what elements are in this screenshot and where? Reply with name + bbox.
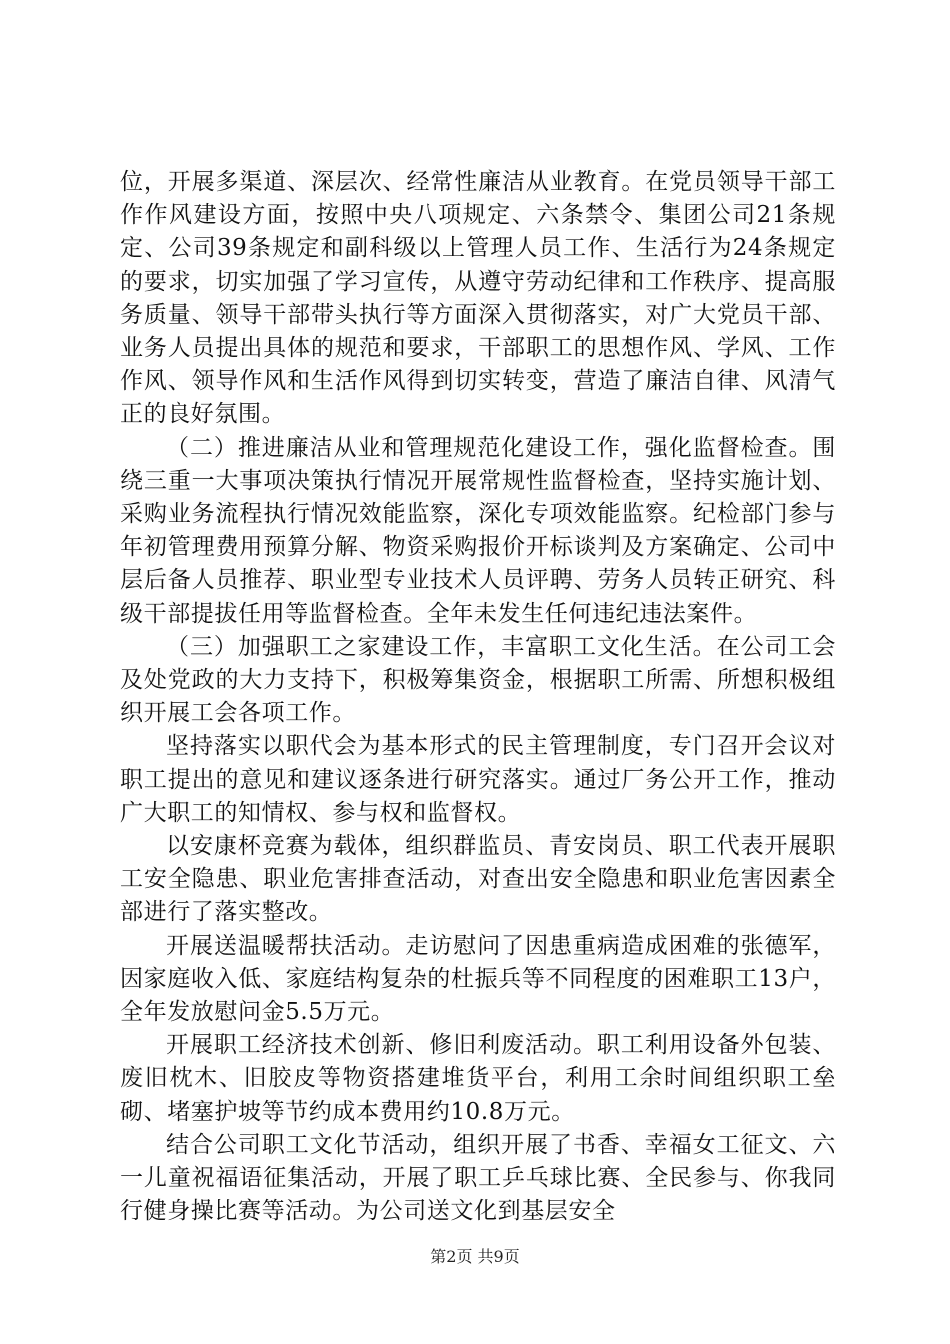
page-number-footer: 第2页 共9页 (430, 1247, 520, 1266)
paragraph-2: （二）推进廉洁从业和管理规范化建设工作，强化监督检查。围绕三重一大事项决策执行情况开展常规性监督检查，坚持实施计划、采购业务流程执行情况效能监察，深化专项效能监察。纪检部门参与年初管理费用预算分解、物资采购报价开标谈判及方案确定、公司中层后备人员推荐、职业型专业技术人员评聘、劳务人员转正研究、科级干部提拔任用等监督检查。全年未发生任何违纪违法案件。 (120, 434, 836, 627)
paragraph-3: （三）加强职工之家建设工作，丰富职工文化生活。在公司工会及处党政的大力支持下，积极筹集资金，根据职工所需、所想积极组织开展工会各项工作。 (120, 633, 836, 727)
paragraph-4: 坚持落实以职代会为基本形式的民主管理制度，专门召开会议对职工提出的意见和建议逐条进行研究落实。通过厂务公开工作，推动广大职工的知情权、参与权和监督权。 (120, 733, 836, 826)
paragraph-5: 以安康杯竞赛为载体，组织群监员、青安岗员、职工代表开展职工安全隐患、职业危害排查活动，对查出安全隐患和职业危害因素全部进行了落实整改。 (120, 833, 836, 926)
paragraph-7: 开展职工经济技术创新、修旧利废活动。职工利用设备外包装、废旧枕木、旧胶皮等物资搭建堆货平台，利用工余时间组织职工垒砌、堵塞护坡等节约成本费用约10.8万元。 (120, 1032, 836, 1125)
paragraph-6: 开展送温暖帮扶活动。走访慰问了因患重病造成困难的张德军，因家庭收入低、家庭结构复杂的杜振兵等不同程度的困难职工13户，全年发放慰问金5.5万元。 (120, 932, 836, 1026)
paragraph-1: 位，开展多渠道、深层次、经常性廉洁从业教育。在党员领导干部工作作风建设方面，按照中央八项规定、六条禁令、集团公司21条规定、公司39条规定和副科级以上管理人员工作、生活行为24条规定的要求，切实加强了学习宣传，从遵守劳动纪律和工作秩序、提高服务质量、领导干部带头执行等方面深入贯彻落实，对广大党员干部、业务人员提出具体的规范和要求，干部职工的思想作风、学风、工作作风、领导作风和生活作风得到切实转变，营造了廉洁自律、风清气正的良好氛围。 (120, 169, 836, 428)
document-body (120, 166, 836, 1229)
paragraph-8: 结合公司职工文化节活动，组织开展了书香、幸福女工征文、六一儿童祝福语征集活动，开展了职工乒乓球比赛、全民参与、你我同行健身操比赛等活动。为公司送文化到基层安全 (120, 1131, 836, 1225)
